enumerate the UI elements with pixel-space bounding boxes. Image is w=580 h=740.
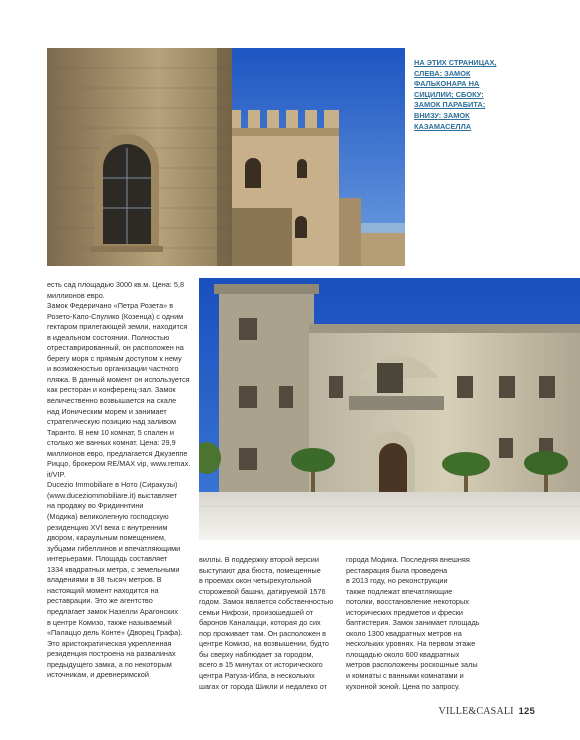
text-line: потолки, восстановление некоторых [346,597,469,607]
text-line: баптистерия. Замок занимает площадь [346,618,480,628]
text-line: реставрации. Это же агентство [47,596,153,606]
text-line: (www.duceziommobiliare.it) выставляет [47,490,177,500]
text-line: в проемах окон четырехугольной [199,576,312,586]
text-line: нескольких уровнях. На первом этаже [346,639,476,649]
text-line: «Палаццо дель Конте» (Дворец Графа). [47,628,183,638]
text-line: пляжа. В данный момент он используется [47,374,190,384]
text-line: выступают два бюста, помещенные [199,565,321,575]
text-line: 1334 квадратных метра, с земельными [47,564,180,574]
text-line: предлагает замок Назелли Арагонских [47,606,179,616]
text-line: центра Рагуза-Ибла, в нескольких [199,671,315,681]
caption-line: ФАЛЬКОНАРА НА [414,79,480,89]
caption-line: СЛЕВА: ЗАМОК [414,68,471,78]
castle-illustration-top [47,48,405,266]
text-line: в 2013 году, но реконструкции [346,576,448,586]
text-line: также подлежат впечатляющие [346,586,453,596]
photo-casamassella-castle [199,278,580,540]
text-line: Розето-Капо-Спулико (Козенца) с одним [47,311,184,321]
text-line: всего в 15 минутах от исторического [199,660,323,670]
text-line: Риццо, брокером RE/MAX vip, www.remax. [47,459,191,469]
caption-line: НА ЭТИХ СТРАНИЦАХ, [414,58,497,67]
text-line: шагах от города Шикли и недалеко от [199,681,327,691]
text-line: Таранто. В нем 10 комнат, 5 спален и [47,427,174,437]
text-line: настоящий момент находится на [47,585,159,595]
photo-caption [414,58,506,132]
text-line: стратегическую позицию над заливом [47,417,177,427]
page-number: 125 [518,706,535,717]
text-line: реставрация была проведена [346,565,448,575]
text-line: в центре Комизо, также называемый [47,617,172,627]
text-line: города Модика. Последняя внешняя [346,555,470,564]
text-line: двором, караульным помещением, [47,533,166,543]
text-line: пор проживает там. Он расположен в [199,628,327,638]
text-line: годом. Замок является собственностью [199,597,334,607]
text-line: сторожевой башни, датируемой 1576 [199,586,326,596]
text-line: над Ионическим морем и занимает [47,406,167,416]
article-column-right [346,555,480,692]
magazine-brand: VILLE&CASALI [438,706,514,717]
page-footer [439,706,535,717]
text-line: владениями в 38 тысяч метров. В [47,575,162,585]
text-line: на продажу во Фридиннтини [47,501,144,511]
caption-line: КАЗАМАСЕЛЛА [414,121,472,131]
text-line: резиденцию XVI века с внутренним [47,522,168,532]
text-line: площадью около 600 квадратных [346,649,460,659]
text-line: гектаром прилегающей земли, находится [47,322,188,332]
caption-line: ВНИЗУ: ЗАМОК [414,110,470,120]
text-line: есть сад площадью 3000 кв.м. Цена: 5,8 [47,280,185,289]
text-line: около 1300 квадратных метров на [346,628,462,638]
text-line: и возможностью организации частного [47,364,179,374]
text-line: источникам, и древнеримской [47,670,149,680]
text-line: семьи Нифози, произошедшей от [199,607,314,617]
photo-falconara-castle [47,48,405,266]
article-column-middle [199,555,334,692]
text-line: центре Комизо, на возвышении, будто [199,639,329,649]
text-line: Это аристократическая укрепленная [47,638,172,648]
text-line: отреставрированный, он расположен на [47,343,184,353]
castle-illustration-main [199,278,580,540]
text-line: виллы. В поддержку второй версии [199,555,319,564]
text-line: бы сверху наблюдает за городом, [199,649,314,659]
text-line: кухонной зоной. Цена по запросу. [346,681,460,691]
text-line: миллионов евро, предлагается Джузеппе [47,448,188,458]
text-line: Ducezio Immobiliare в Ното (Сиракузы) [47,480,178,490]
text-line: столько же ванных комнат. Цена: 29,9 [47,438,176,448]
text-line: исторических предметов и фрески [346,607,463,617]
text-line: предыдущего замка, а по некоторым [47,659,172,669]
text-line: берегу моря с прямым доступом к нему [47,353,182,363]
text-line: баронов Каналацци, которая до сих [199,618,321,628]
text-line: it/VIP. [47,469,66,479]
text-line: Замок Федеричано «Петра Розета» в [47,301,174,311]
text-line: интерьерами. Площадь составляет [47,554,168,564]
text-line: резиденция построена на развалинах [47,649,176,659]
caption-line: ЗАМОК ПАРАБИТА; [414,100,486,110]
text-line: как ресторан и конференц-зал. Замок [47,385,176,395]
text-line: (Модика) великолепную господскую [47,512,169,522]
text-line: в идеальном состоянии. Полностью [47,332,170,342]
text-line: и комнаты с ванными комнатами и [346,671,464,681]
text-line: метров расположены роскошные залы [346,660,478,670]
text-line: величественно возвышается на скале [47,396,177,406]
article-column-left [47,280,189,681]
text-line: зубцами гибеллинов и впечатляющими [47,543,181,553]
text-line: миллионов евро. [47,290,105,300]
caption-line: СИЦИЛИИ; СБОКУ: [414,89,484,99]
